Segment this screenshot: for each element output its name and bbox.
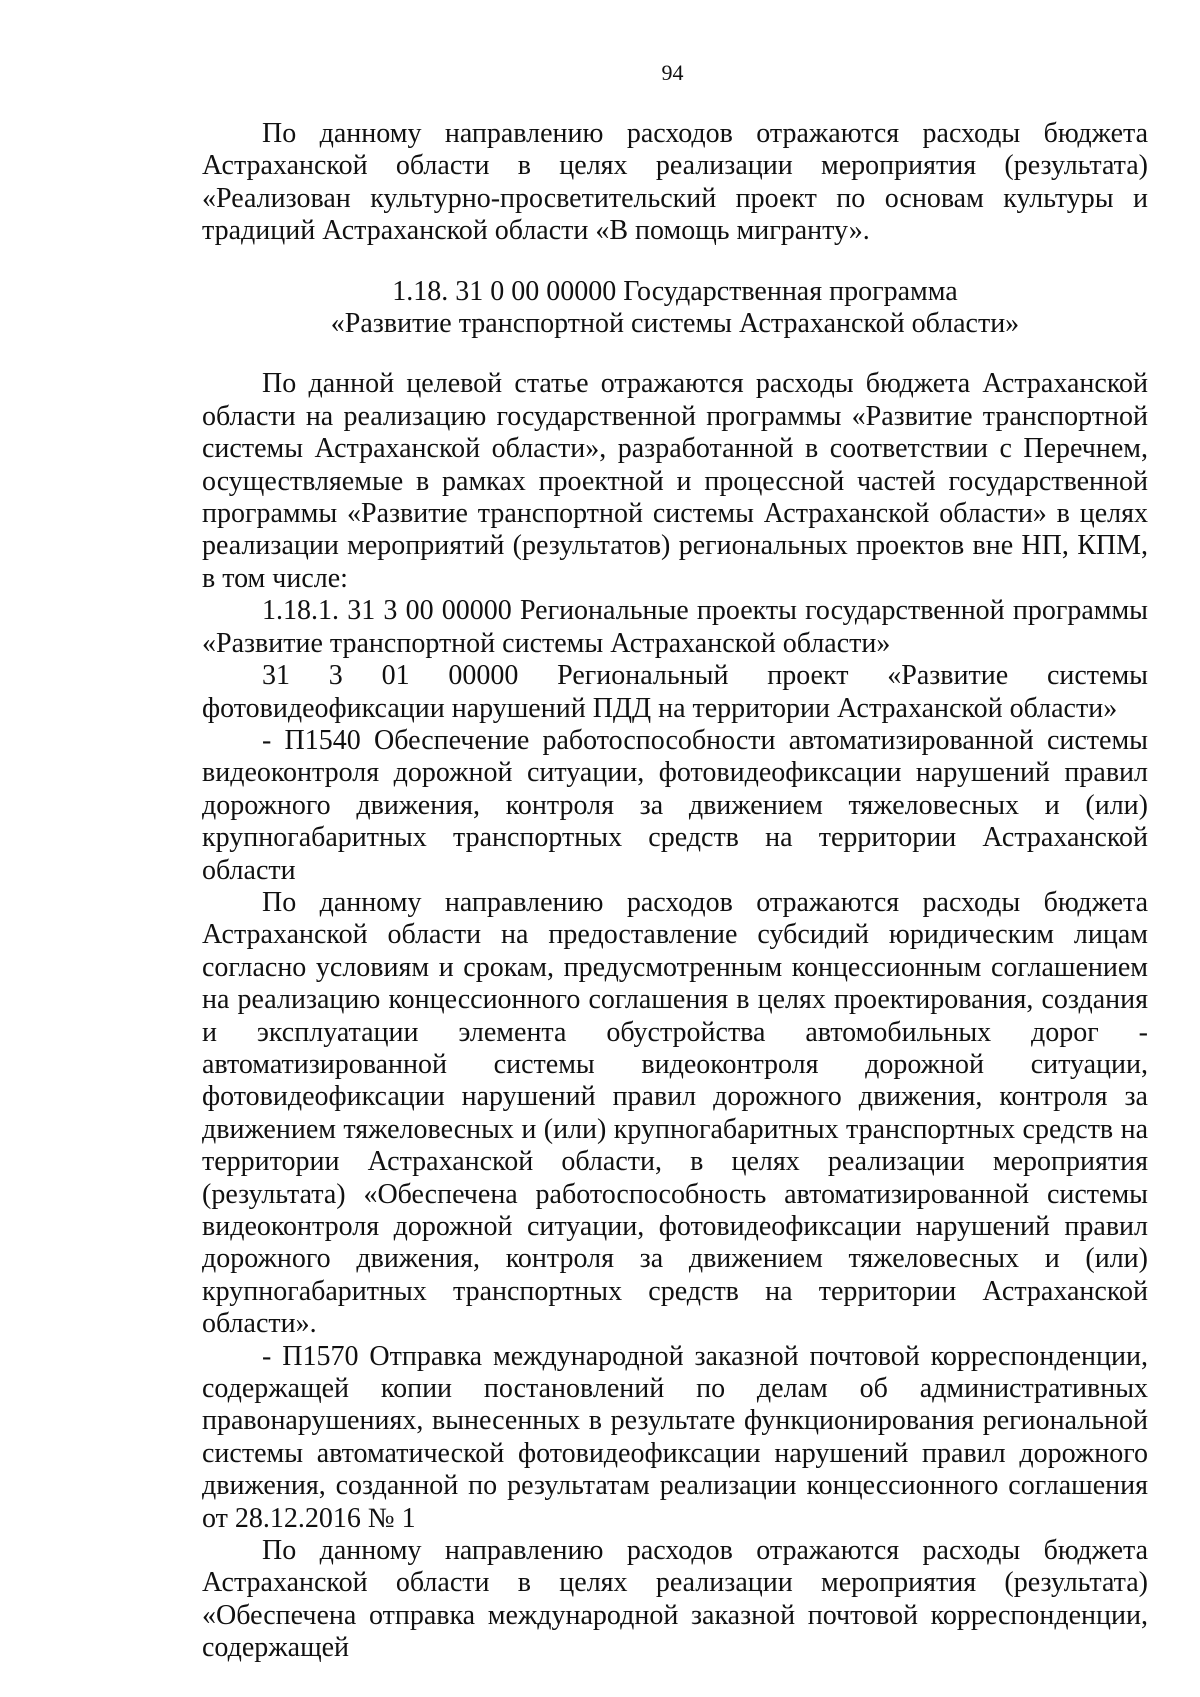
section-heading-line-2: «Развитие транспортной системы Астраханской области»	[330, 308, 1020, 340]
paragraph-p1540-item: - П1540 Обеспечение работоспособности автоматизированной системы видеоконтроля дорожной ситуации, фотовидеофиксации нарушений правил дорожного движения, контроля за движением тяжеловесных и (или) крупногабаритных транспортных средств на территории Астраханской области	[202, 724, 1148, 886]
document-body	[202, 118, 1148, 1665]
section-heading-line-1: 1.18. 31 0 00 00000 Государственная программа	[392, 275, 958, 307]
page-number: 94	[661, 60, 684, 85]
paragraph-regional-project-photo-fixation: 31 3 01 00000 Региональный проект «Развитие системы фотовидеофиксации нарушений ПДД на территории Астраханской области»	[202, 660, 1148, 724]
intro-paragraph: По данному направлению расходов отражаются расходы бюджета Астраханской области в целях реализации мероприятия (результата) «Реализован культурно-просветительский проект по основам культуры и традиций Астраханской области «В помощь мигранту».	[202, 118, 1148, 247]
paragraph-p1570-item: - П1570 Отправка международной заказной почтовой корреспонденции, содержащей копии постановлений по делам об административных правонарушениях, вынесенных в результате функционирования региональной системы автоматической фотовидеофиксации нарушений правил дорожного движения, созданной по результатам реализации концессионного соглашения от 28.12.2016 № 1	[202, 1340, 1148, 1534]
paragraph-p1540-description: По данному направлению расходов отражаются расходы бюджета Астраханской области на предоставление субсидий юридическим лицам согласно условиям и срокам, предусмотренным концессионным соглашением на реализацию концессионного соглашения в целях проектирования, создания и эксплуатации элемента обустройства автомобильных дорог - автоматизированной системы видеоконтроля дорожной ситуации, фотовидеофиксации нарушений правил дорожного движения, контроля за движением тяжеловесных и (или) крупногабаритных транспортных средств на территории Астраханской области, в целях реализации мероприятия (результата) «Обеспечена работоспособность автоматизированной системы видеоконтроля дорожной ситуации, фотовидеофиксации нарушений правил дорожного движения, контроля за движением тяжеловесных и (или) крупногабаритных транспортных средств на территории Астраханской области».	[202, 886, 1148, 1340]
section-heading	[202, 276, 1148, 341]
paragraph-p1570-description: По данному направлению расходов отражаются расходы бюджета Астраханской области в целях реализации мероприятия (результата) «Обеспечена отправка международной заказной почтовой корреспонденции, содержащей	[202, 1535, 1148, 1664]
paragraph-regional-projects: 1.18.1. 31 3 00 00000 Региональные проекты государственной программы «Развитие транспортной системы Астраханской области»	[202, 595, 1148, 659]
paragraph-target-article: По данной целевой статье отражаются расходы бюджета Астраханской области на реализацию государственной программы «Развитие транспортной системы Астраханской области», разработанной в соответствии с Перечнем, осуществляемые в рамках проектной и процессной частей государственной программы «Развитие транспортной системы Астраханской области» в целях реализации мероприятий (результатов) региональных проектов вне НП, КПМ, в том числе:	[202, 368, 1148, 594]
